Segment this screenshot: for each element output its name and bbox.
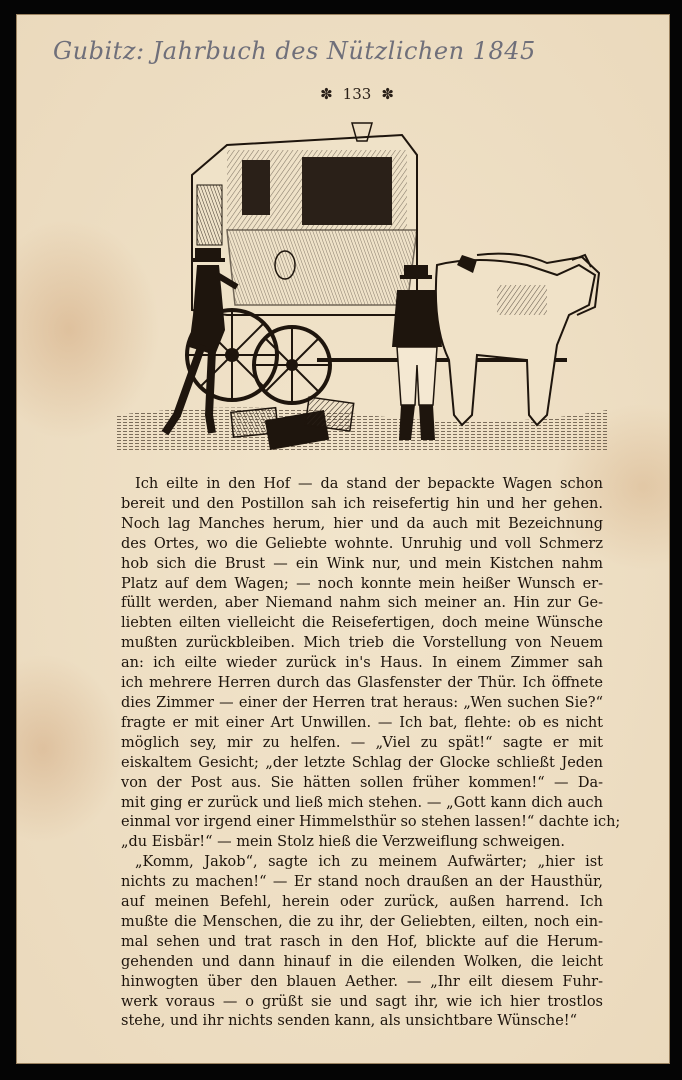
text-line: an: ich eilte wieder zurück in's Haus. In einem Zimmer sah [121,655,603,672]
text-line: nichts zu machen!“ — Er stand noch draußen an der Hausthür, [121,874,603,891]
paragraph-1 [121,475,621,853]
text-line: ich mehrere Herren durch das Glasfenster der Thür. Ich öffnete [121,675,603,692]
ornament-left-icon: ✽ [320,85,333,103]
text-line: liebten eilten vielleicht die Reisefertigen, doch meine Wünsche [121,615,603,632]
text-line: werk voraus — o grüßt sie und sagt ihr, wie ich hier trostlos [121,993,603,1010]
paragraph-2 [121,853,603,1032]
text-line: einmal vor irgend einer Himmelsthür so stehen lassen!“ dachte ich; [121,814,621,831]
text-line: möglich sey, mir zu helfen. — „Viel zu spät!“ sagte er mit [121,734,603,751]
book-page [16,14,670,1064]
text-line: dies Zimmer — einer der Herren trat heraus: „Wen suchen Sie?“ [121,694,603,711]
text-line: des Ortes, wo die Geliebte wohnte. Unruhig und voll Schmerz [121,535,603,552]
text-line: Ich eilte in den Hof — da stand der bepackte Wagen schon [135,476,603,492]
text-line: mit ging er zurück und ließ mich stehen. — „Gott kann dich auch [121,794,603,811]
text-line: hinwogten über den blauen Aether. — „Ihr eilt diesem Fuhr- [121,973,603,990]
text-line: eiskaltem Gesicht; „der letzte Schlag der Glocke schließt Jeden [121,754,603,771]
body-text [121,475,621,1032]
text-line: gehenden und dann hinauf in die eilenden Wolken, die leicht [121,953,603,970]
text-line: hob sich die Brust — ein Wink nur, und mein Kistchen nahm [121,555,603,572]
text-line: mußte die Menschen, die zu ihr, der Geliebten, eilten, noch ein- [121,913,603,930]
page-number-header [287,85,427,103]
text-line: bereit und den Postillon sah ich reisefertig hin und her gehen. [121,495,603,512]
text-line: stehe, und ihr nichts senden kann, als unsichtbare Wünsche!“ [121,1013,578,1030]
text-line: Noch lag Manches herum, hier und da auch mit Bezeichnung [121,515,603,532]
text-line: „du Eisbär!“ — mein Stolz hieß die Verzweiflung schweigen. [121,834,565,851]
text-line: „Komm, Jakob“, sagte ich zu meinem Aufwärter; „hier ist [135,854,603,871]
text-line: füllt werden, aber Niemand nahm sich meiner an. Hin zur Ge- [121,595,603,612]
text-line: mal sehen und trat rasch in den Hof, blickte auf die Herum- [121,933,603,950]
text-line: auf meinen Befehl, herein oder zurück, außen harrend. Ich [121,894,603,911]
text-line: Platz auf dem Wagen; — noch konnte mein heißer Wunsch er- [121,575,603,592]
handwritten-note: Gubitz: Jahrbuch des Nützlichen 1845 [53,37,536,65]
text-line: fragte er mit einer Art Unwillen. — Ich bat, flehte: ob es nicht [121,714,603,731]
text-line: von der Post aus. Sie hätten sollen früher kommen!“ — Da- [121,774,603,791]
page-number: 133 [342,85,372,103]
stagecoach-illustration [117,115,607,460]
ornament-right-icon: ✽ [381,85,394,103]
text-line: mußten zurückbleiben. Mich trieb die Vorstellung von Neuem [121,635,603,652]
